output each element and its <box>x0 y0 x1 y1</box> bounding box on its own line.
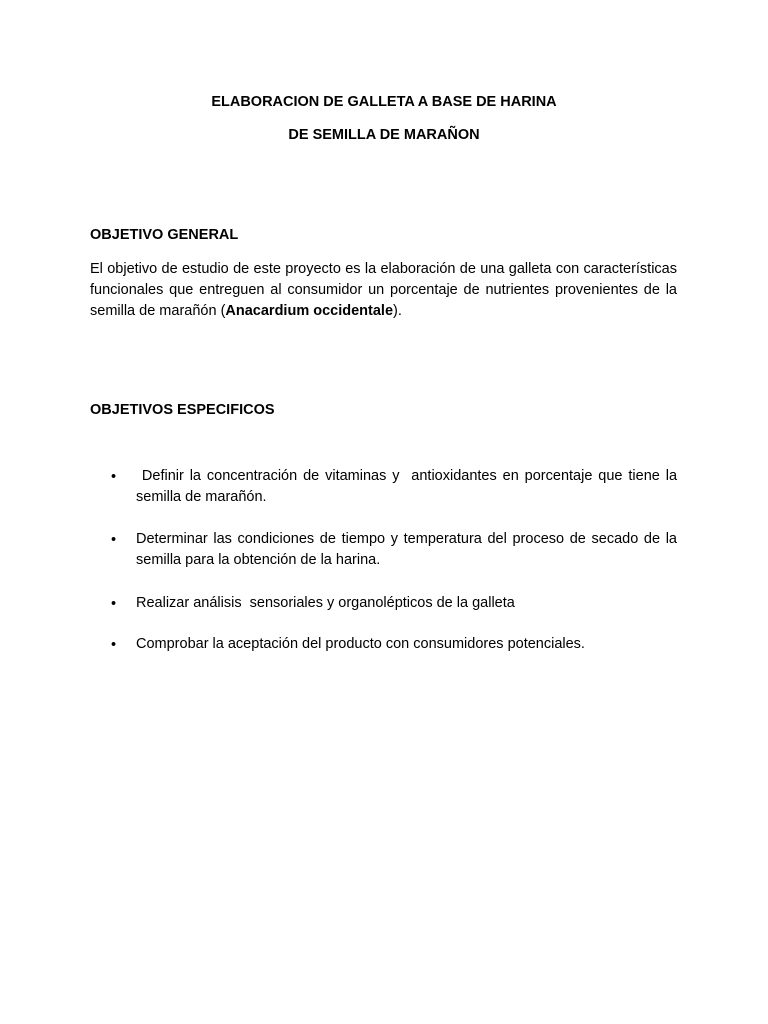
specific-objectives-heading: OBJETIVOS ESPECIFICOS <box>90 402 275 418</box>
bullet-icon: • <box>111 596 117 612</box>
list-item-text: Determinar las condiciones de tiempo y temperatura del proceso de secado de la semilla para la obtención de la harina. <box>136 531 677 568</box>
list-item-text: Realizar análisis sensoriales y organolépticos de la galleta <box>136 595 515 611</box>
general-objective-paragraph <box>90 259 677 322</box>
general-objective-text: El objetivo de estudio de este proyecto es la elaboración de una galleta con características funcionales que entreguen al consumidor un porcentaje de nutrientes provenientes de la semilla de marañón ( <box>90 261 677 319</box>
bullet-icon: • <box>111 469 117 485</box>
scientific-name: Anacardium occidentale <box>225 303 394 319</box>
list-item-text: Definir la concentración de vitaminas y antioxidantes en porcentaje que tiene la semilla de marañón. <box>136 468 682 505</box>
bullet-icon: • <box>111 637 117 653</box>
general-objective-heading: OBJETIVO GENERAL <box>90 227 239 243</box>
document-title-line-2: DE SEMILLA DE MARAÑON <box>288 127 480 143</box>
general-objective-text-end: ). <box>393 303 402 319</box>
document-title-line-1: ELABORACION DE GALLETA A BASE DE HARINA <box>211 94 557 110</box>
list-item-text: Comprobar la aceptación del producto con consumidores potenciales. <box>136 636 585 652</box>
bullet-icon: • <box>111 532 117 548</box>
